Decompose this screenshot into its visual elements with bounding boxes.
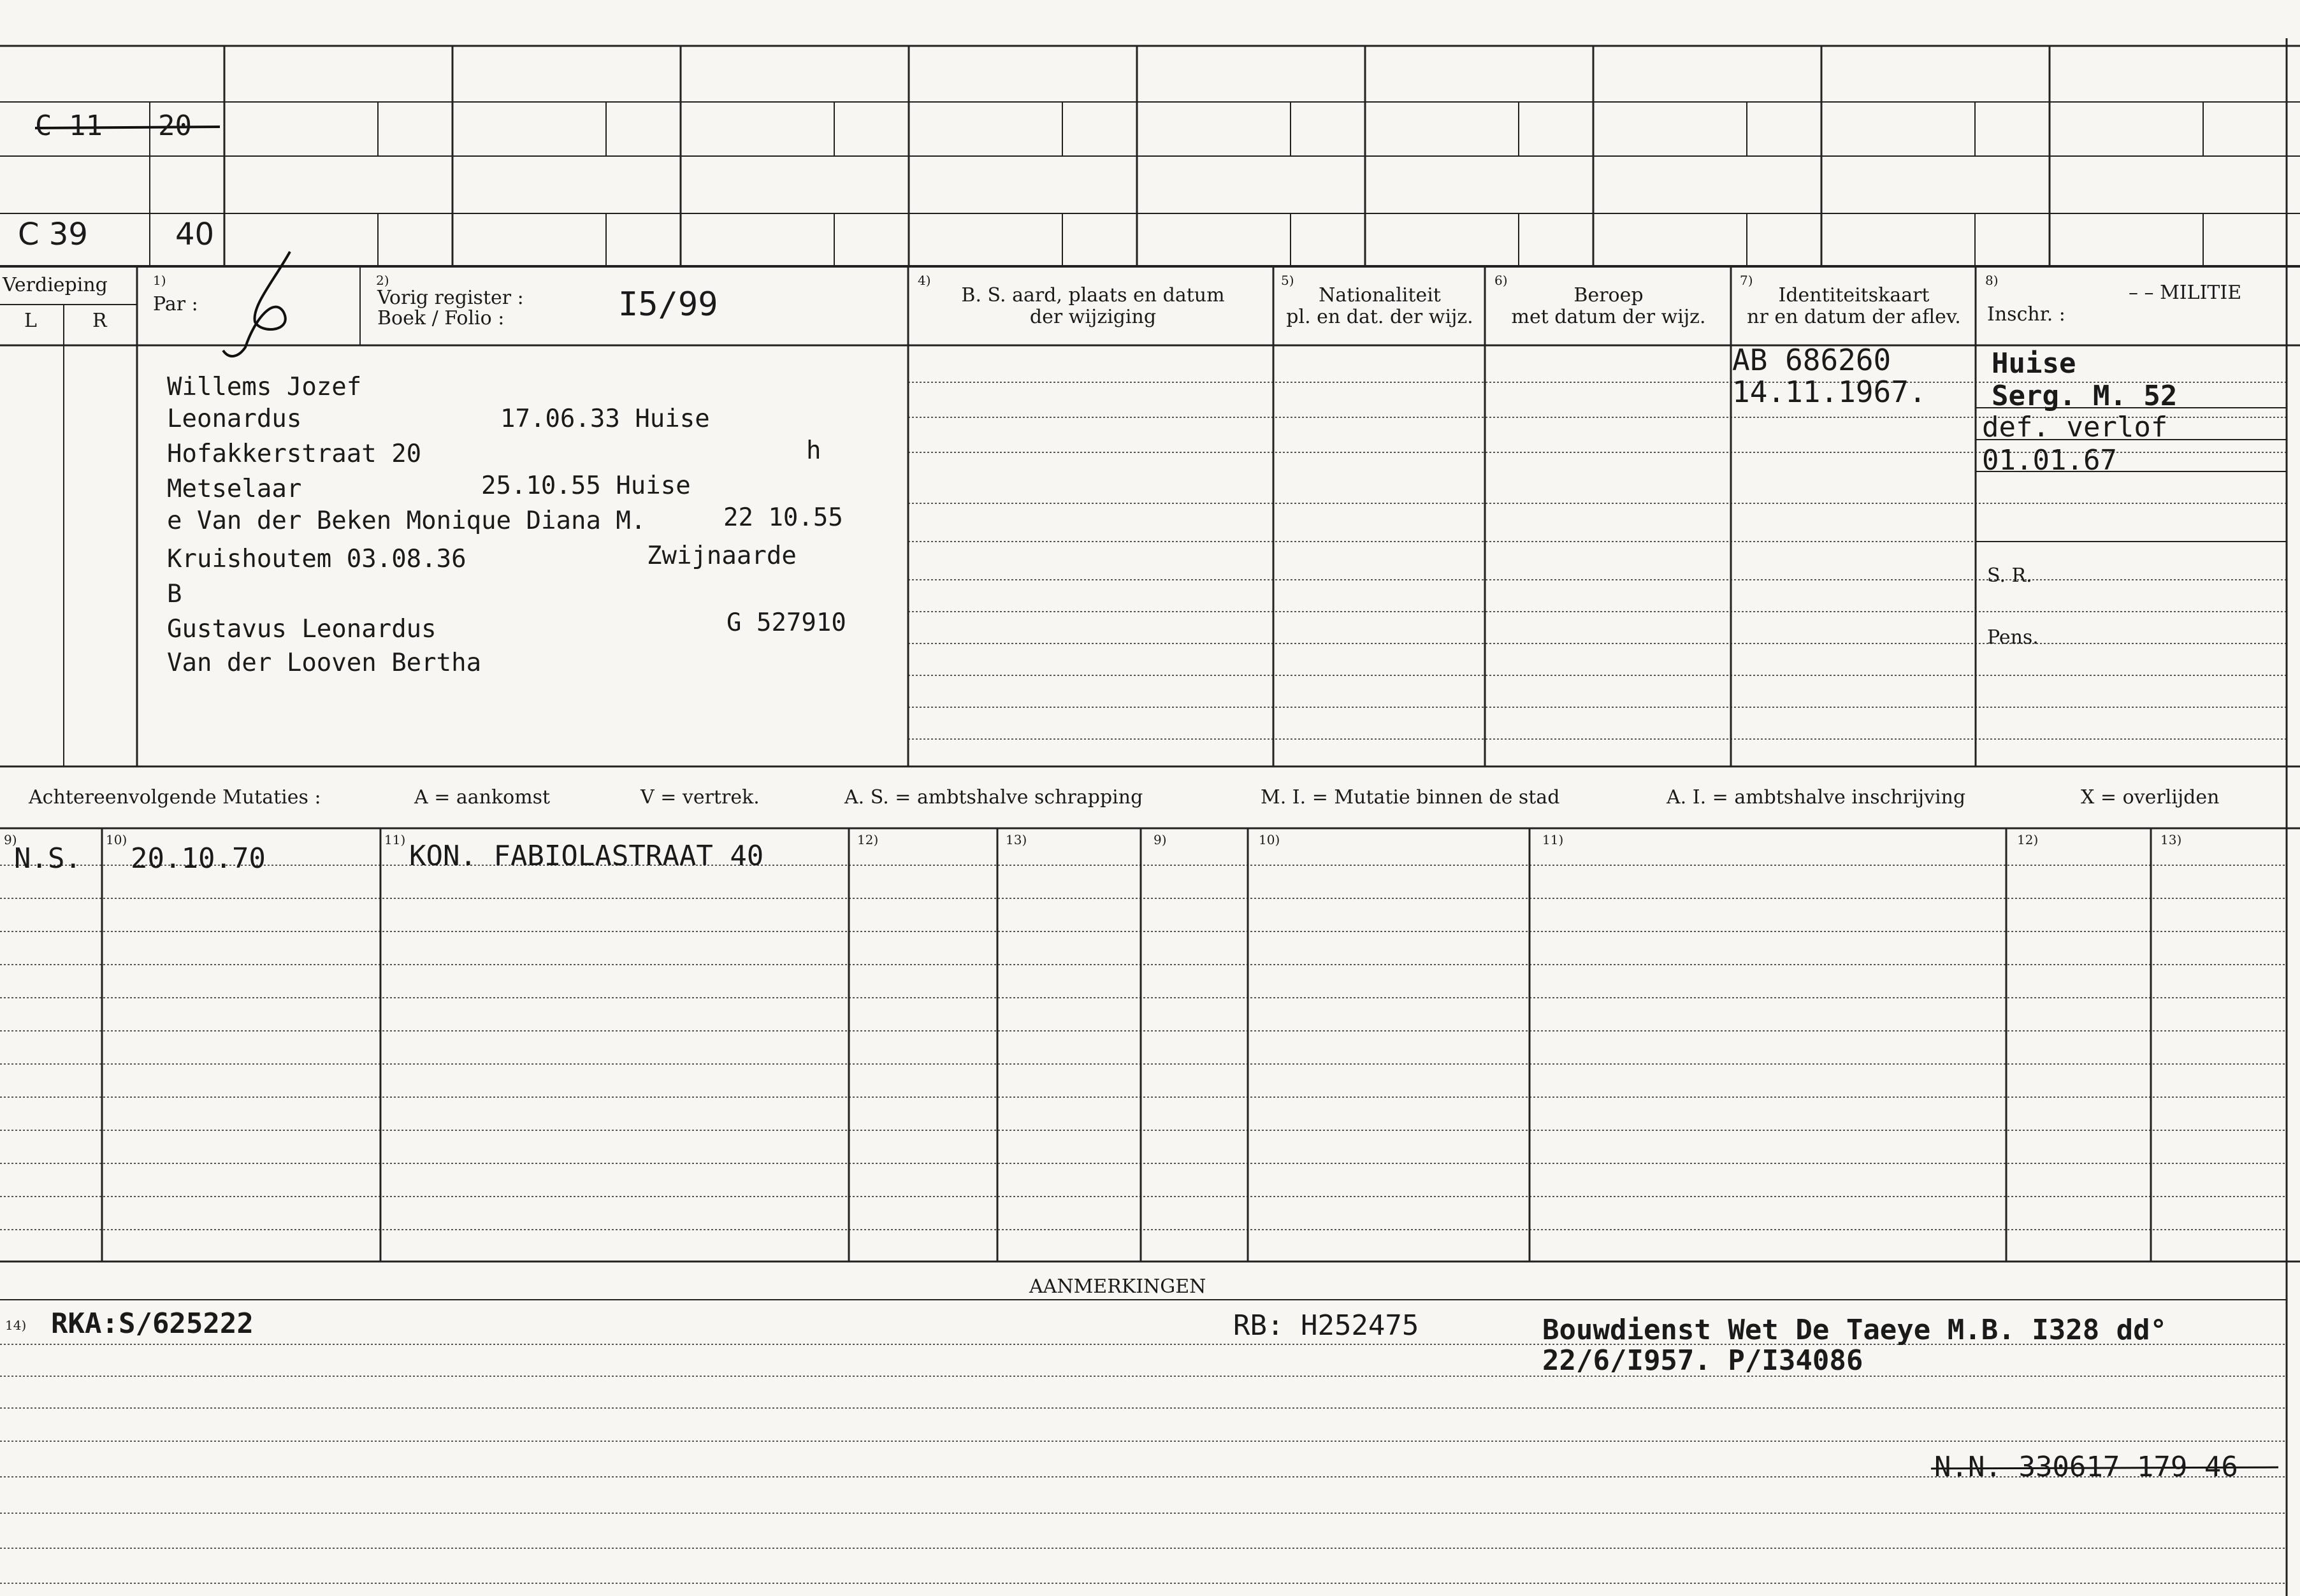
beroep-label-1: Beroep [1573, 284, 1644, 306]
remarks-rb: RB: H252475 [1233, 1309, 1419, 1342]
person-mark: h [806, 436, 821, 465]
nationality-label-2: pl. en dat. der wijz. [1286, 306, 1473, 328]
legend-registration: A. I. = ambtshalve inschrijving [1667, 786, 1966, 809]
legend-arrival: A = aankomst [414, 786, 551, 809]
militie-label: – – MILITIE [2129, 282, 2242, 304]
crossed-box-number: 20 [158, 110, 192, 142]
father-name: Gustavus Leonardus [167, 615, 437, 643]
militie-status: def. verlof [1982, 411, 2168, 443]
col4-number: 4) [918, 273, 931, 288]
boek-folio-label: Boek / Folio : [377, 307, 505, 329]
father-code: G 527910 [727, 608, 846, 637]
identity-card-date: 14.11.1967. [1732, 375, 1927, 409]
floor-left-label: L [24, 310, 37, 332]
spouse-marriage-date: 22 10.55 [723, 503, 843, 532]
col6-number: 6) [1494, 273, 1508, 288]
col1-number: 1) [153, 273, 166, 288]
mutation-code: N.S. [14, 842, 82, 875]
mutation-col-number: 11) [1542, 832, 1564, 847]
mutation-col-number: 12) [857, 832, 879, 847]
spouse-name: e Van der Beken Monique Diana M. [167, 507, 646, 535]
identity-card-number: AB 686260 [1732, 343, 1891, 377]
pens-label: Pens. [1987, 626, 2039, 649]
mutation-col-number: 12) [2017, 832, 2039, 847]
vorig-register-label: Vorig register : [377, 287, 524, 309]
person-category: B [167, 580, 182, 608]
crossed-house-number: C 11 [35, 110, 103, 142]
legend-departure: V = vertrek. [640, 786, 760, 809]
mutation-col-number: 11) [384, 832, 406, 847]
remarks-rka: RKA:S/625222 [51, 1307, 254, 1340]
box-number: 40 [175, 217, 215, 252]
person-profession: Metselaar [167, 475, 302, 503]
mutation-col-number: 13) [1006, 832, 1027, 847]
legend-struck-off: A. S. = ambtshalve schrapping [844, 786, 1143, 809]
house-number: C 39 [18, 217, 88, 252]
inschr-label: Inschr. : [1987, 303, 2065, 326]
identity-label-2: nr en datum der aflev. [1747, 306, 1961, 328]
mutation-col-number: 10) [106, 832, 127, 847]
mutation-date: 20.10.70 [131, 842, 266, 875]
col8-number: 8) [1985, 273, 1999, 288]
sr-label: S. R. [1987, 564, 2032, 587]
beroep-label-2: met datum der wijz. [1511, 306, 1706, 328]
spouse-birth-city: Zwijnaarde [647, 542, 797, 570]
mutation-col-number: 9) [4, 832, 17, 847]
mutation-col-number: 13) [2160, 832, 2182, 847]
identity-label-1: Identiteitskaart [1778, 284, 1930, 306]
nationality-label-1: Nationaliteit [1319, 284, 1441, 306]
mother-name: Van der Looven Bertha [167, 649, 482, 677]
militie-place: Huise [1992, 347, 2076, 380]
mutation-col-number: 10) [1259, 832, 1280, 847]
person-profession-date: 25.10.55 Huise [481, 471, 691, 500]
person-middle-name: Leonardus [167, 405, 302, 433]
legend-internal-move: M. I. = Mutatie binnen de stad [1261, 786, 1560, 809]
militie-date: 01.01.67 [1982, 444, 2117, 477]
person-birth: 17.06.33 Huise [500, 405, 710, 433]
person-address: Hofakkerstraat 20 [167, 440, 422, 468]
col2-number: 2) [376, 273, 389, 288]
mutation-legend-title: Achtereenvolgende Mutaties : [29, 786, 321, 809]
bs-label-2: der wijziging [1029, 306, 1157, 328]
floor-right-label: R [92, 310, 107, 332]
mutation-address: KON. FABIOLASTRAAT 40 [409, 840, 764, 872]
remarks-number: 14) [5, 1318, 27, 1333]
remarks-note-line2: 22/6/I957. P/I34086 [1542, 1344, 1863, 1377]
legend-death: X = overlijden [2081, 786, 2220, 809]
bs-label-1: B. S. aard, plaats en datum [961, 284, 1225, 306]
national-number: N.N. 330617 179 46 [1934, 1451, 2238, 1483]
boek-folio-value: I5/99 [618, 285, 718, 324]
spouse-birth: Kruishoutem 03.08.36 [167, 545, 467, 573]
person-surname-firstname: Willems Jozef [167, 373, 362, 401]
col7-number: 7) [1740, 273, 1753, 288]
mutation-col-number: 9) [1154, 832, 1167, 847]
remarks-title: AANMERKINGEN [1029, 1276, 1206, 1298]
remarks-note-line1: Bouwdienst Wet De Taeye M.B. I328 dd° [1542, 1314, 2167, 1346]
col5-number: 5) [1281, 273, 1294, 288]
militie-rank: Serg. M. 52 [1992, 380, 2178, 412]
par-label: Par : [153, 293, 198, 315]
floor-label: Verdieping [3, 274, 108, 296]
